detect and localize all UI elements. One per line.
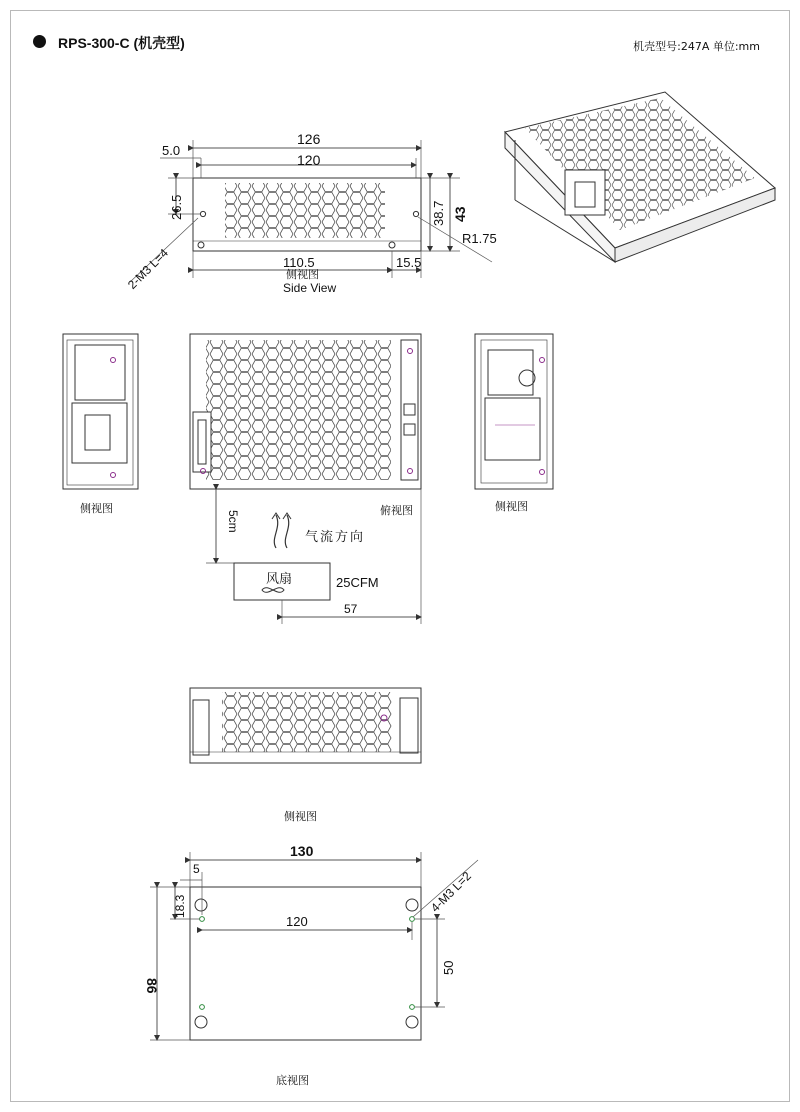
page-title: RPS-300-C (机壳型)	[58, 35, 185, 51]
lower-side-view-label: 侧视图	[284, 810, 317, 823]
dim-18-3: 18.3	[173, 894, 187, 918]
top-view	[190, 334, 421, 489]
bottom-view-drawing	[150, 852, 478, 1040]
left-side-view-label: 侧视图	[80, 502, 113, 515]
dim-50: 50	[441, 960, 456, 975]
side-view-left	[63, 334, 138, 489]
fan-cfm: 25CFM	[336, 575, 379, 590]
dim-38-7: 38.7	[431, 200, 446, 226]
dim-126: 126	[297, 131, 321, 147]
side-view-label-cn: 侧视图	[286, 268, 319, 281]
side-view-right	[475, 334, 553, 489]
dim-4m3: 4-M3 L=2	[428, 868, 474, 915]
dim-43: 43	[452, 206, 468, 222]
dim-120-bottom: 120	[286, 914, 308, 929]
dim-r175: R1.75	[462, 231, 497, 246]
dim-130: 130	[290, 843, 314, 859]
dim-2m3: 2-M3 L=4	[125, 245, 171, 292]
side-view-lower-drawing	[190, 688, 421, 763]
airflow-label: 气流方向	[305, 530, 366, 545]
dim-120-top: 120	[297, 152, 321, 168]
isometric-view	[505, 92, 775, 262]
top-view-label: 俯视图	[380, 504, 413, 517]
dim-26-5: 26.5	[169, 194, 184, 220]
dim-15-5: 15.5	[396, 255, 422, 270]
case-info: 机壳型号:247A 单位:mm	[633, 40, 760, 53]
dim-57: 57	[344, 602, 358, 616]
right-side-view-label: 侧视图	[495, 500, 528, 513]
fan-label: 风扇	[266, 572, 293, 587]
side-view-label-en: Side View	[283, 281, 337, 295]
dim-86: 86	[144, 978, 160, 994]
dim-110-5: 110.5	[283, 255, 315, 270]
dim-5-0: 5.0	[162, 143, 181, 158]
dim-5: 5	[193, 862, 200, 876]
bottom-view-label: 底视图	[276, 1074, 309, 1087]
dim-5cm: 5cm	[226, 510, 240, 533]
